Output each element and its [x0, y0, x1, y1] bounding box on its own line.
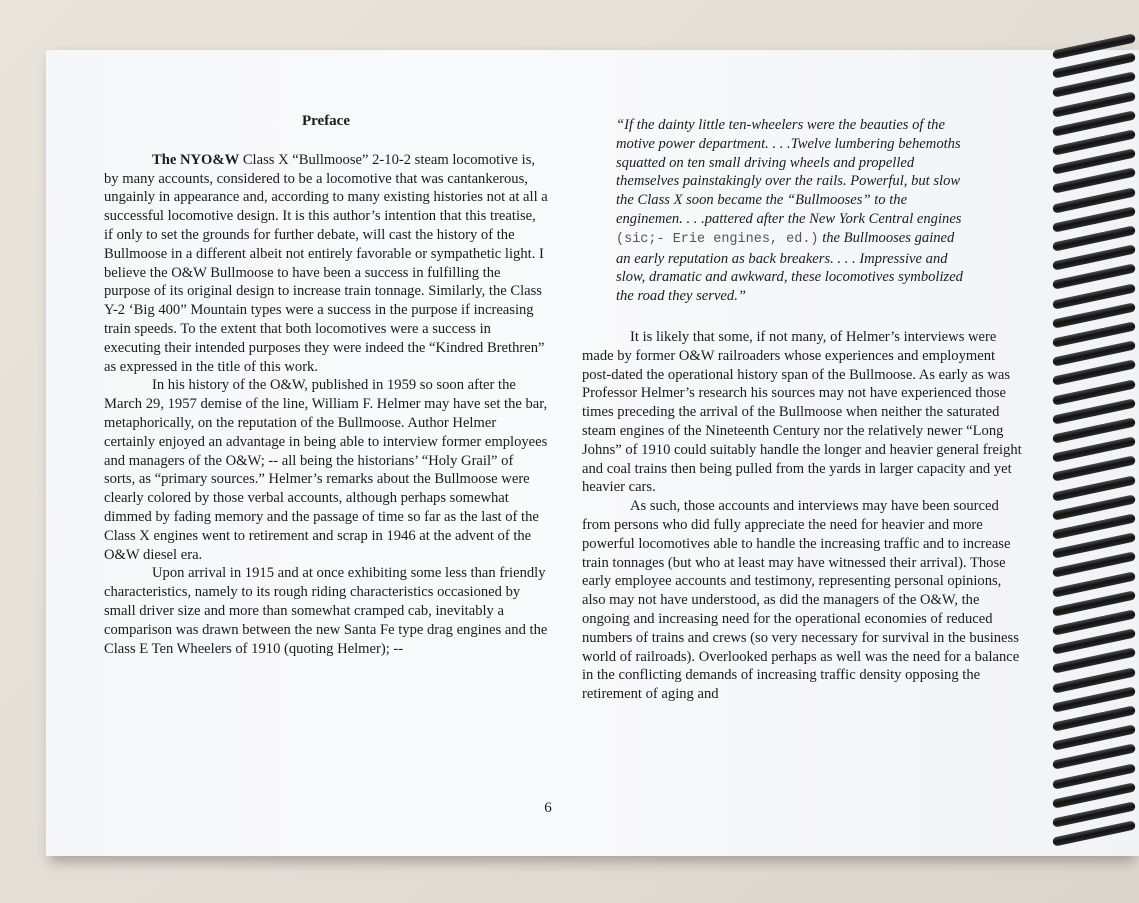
page-number: 6 — [544, 800, 552, 816]
paragraph-arrival-1915: Upon arrival in 1915 and at once exhibiting some less than friendly characteristics, namely to its rough riding characteristics occasioned by small driver size and more than somewhat cramped cab, inevitably a comparison was drawn between the new Santa Fe type drag engines and the Class E Ten Wheelers of 1910 (quoting Helmer); -- — [104, 565, 548, 657]
spiral-binding — [1046, 34, 1139, 864]
quote-part-a: “If the dainty little ten-wheelers were the beauties of the motive power department. . . .Twelve lumbering behemoths squatted on ten small driving wheels and propelled themselves painstakingly over the rails. Powerful, but slow the Class X soon became the “Bullmooses” to the enginemen. . . .pattered after the New York Central engines — [616, 117, 962, 227]
paragraph-interviews: It is likely that some, if not many, of Helmer’s interviews were made by former O&W railroaders whose experiences and employment post-dated the operational history span of the Bullmoose. As early as was Professor Helmer’s research his sources may not have experienced those times preceding the arrival of the Bullmoose when neither the saturated steam engines of the Nineteenth Century nor the relatively newer “Long Johns” of 1910 could suitably handle the longer and heavier general freight and coal trains then being pulled from the yards in larger capacity and yet heavier cars. — [582, 328, 1022, 496]
spacer — [582, 306, 1022, 328]
book-page — [46, 50, 1139, 856]
paragraph-helmer-history: In his history of the O&W, published in 1959 so soon after the March 29, 1957 demise of the line, William F. Helmer may have set the bar, metaphorically, on the reputation of the Bullmoose. Author Helmer certainly enjoyed an advantage in being able to interview former employees and managers of the O&W; -- all being the historians’ “Holy Grail” of sorts, as “primary sources.” Helmer’s remarks about the Bullmoose were clearly colored by those verbal accounts, although perhaps somewhat dimmed by fading memory and the passage of time so far as the last of the Class X engines went to retirement and scrap in 1946 at the advent of the O&W diesel era. — [104, 377, 548, 563]
quote-editor-note: (sic;- Erie engines, ed.) — [616, 231, 819, 247]
intro-text: Class X “Bullmoose” 2-10-2 steam locomotive is, by many accounts, considered to be a locomotive that was cantankerous, ungainly in appearance and, according to many existing histories not at all a successful locomotive design. It is this author’s intention that this treatise, if only to set the grounds for further debate, will cast the history of the Bullmoose in a different albeit not entirely favorable or sympathetic light. I believe the O&W Bullmoose to have been a success in fulfilling the purpose of its original design to increase train tonnage. Similarly, the Class Y-2 ‘Big 400” Mountain types were a success in the purpose if increasing train speeds. To the extent that both locomotives were a success in executing their intended purposes they were indeed the “Kindred Brethren” as expressed in the title of this work. — [104, 151, 548, 375]
paragraph-sources: As such, those accounts and interviews may have been sourced from persons who did fully appreciate the need for heavier and more powerful locomotives able to handle the increasing traffic and to increase train tonnages (but who at least may have witnessed their arrival). Those early employee accounts and testimony, representing personal opinions, also may not have understood, as did the managers of the O&W, the ongoing and increasing need for the operational economies of reduced numbers of trains and crews (so very necessary for survival in the business world of railroads). Overlooked perhaps as well was the need for a balance in the conflicting demands of increasing traffic density opposing the retirement of aging and — [582, 498, 1020, 703]
left-column — [104, 112, 548, 658]
quote-part-b: the Bullmooses gained an early reputation as back breakers. . . . Impressive and slow, dramatic and awkward, these locomotives symbolized the road they served.” — [616, 229, 963, 305]
paragraph-intro — [104, 151, 548, 377]
page-heading: Preface — [301, 113, 351, 129]
right-column — [582, 116, 1022, 704]
intro-bold-lead: The NYO&W — [152, 151, 240, 168]
helmer-quote — [616, 116, 966, 306]
